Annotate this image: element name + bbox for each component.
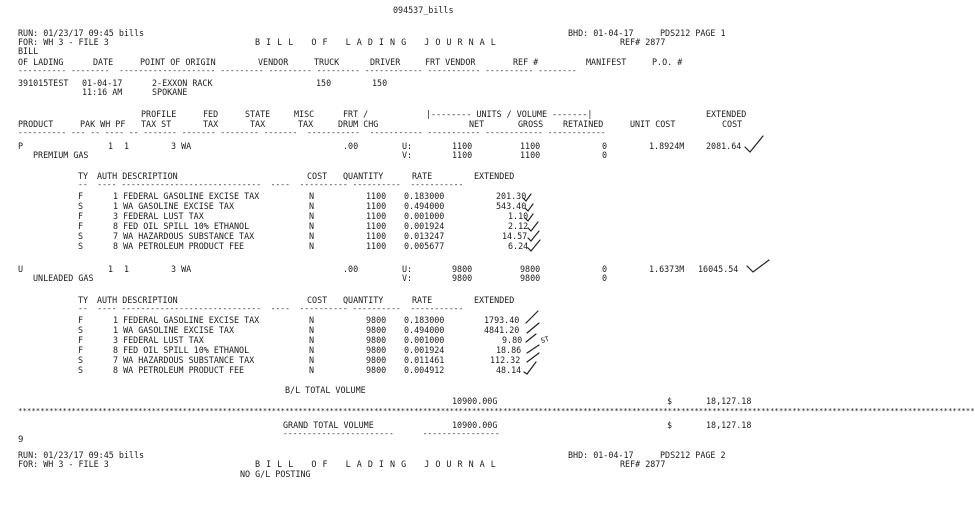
tax-cost: N: [309, 355, 315, 365]
header-rule: ---------- -------- -------------------- --------- --------- --------- ------------ ----------- ---------- --------: [18, 66, 577, 75]
u-net: 9800: [452, 264, 473, 274]
product-header-rule: ---------- --- -- ---- -- ------- ------- -------- ------- ----------- ----------- ----------- ------------ ------------: [18, 128, 606, 137]
product-pf: 1: [124, 141, 130, 151]
v-label: V:: [402, 273, 413, 283]
tax-col-auth: AUTH DESCRIPTION: [97, 295, 178, 305]
page2-report-page: PDS212 PAGE 2: [660, 450, 726, 460]
tax-cost: N: [309, 345, 315, 355]
tax-ty: S: [78, 231, 84, 241]
col-pak-wh-pf: PAK WH PF: [80, 119, 126, 129]
unit-cost: 1.8924M: [649, 141, 685, 151]
tax-cost: N: [309, 191, 315, 201]
col-tax-st: TAX ST: [141, 119, 172, 129]
col-of-lading: OF LADING: [18, 57, 64, 67]
ref-number: REF# 2877: [620, 37, 666, 47]
bill-date: 01-04-17: [82, 78, 123, 88]
check-mark-icon: [522, 360, 546, 380]
product-tax-st: 3 WA: [171, 141, 192, 151]
star-rule: ***********************************************************************************************************************************************************************************************************************: [18, 406, 975, 415]
product-wh: 1: [108, 264, 114, 274]
tax-ty: F: [78, 191, 84, 201]
for-line: FOR: WH 3 - FILE 3: [18, 37, 109, 47]
col-net: NET: [469, 119, 485, 129]
grand-total-label: GRAND TOTAL VOLUME: [283, 420, 374, 430]
v-retained: 0: [602, 273, 608, 283]
unit-cost: 1.6373M: [649, 264, 685, 274]
product-pf: 1: [124, 264, 130, 274]
bl-total-amount: 18,127.18: [706, 396, 752, 406]
col-profile: PROFILE: [141, 109, 177, 119]
product-name: UNLEADED GAS: [33, 273, 94, 283]
tax-ty: F: [78, 211, 84, 221]
tax-col-rate: RATE: [412, 295, 433, 305]
tax-qty: 9800: [366, 315, 387, 325]
tax-ext: 1.10: [508, 211, 529, 221]
col-vendor: VENDOR: [258, 57, 289, 67]
col-product: PRODUCT: [18, 119, 54, 129]
page2-title: B I L L O F L A D I N G J O U R N A L: [255, 459, 496, 469]
run-line: RUN: 01/23/17 09:45 bills: [18, 28, 145, 38]
u-label: U:: [402, 141, 413, 151]
tax-cost: N: [309, 201, 315, 211]
bill-truck: 150: [316, 78, 332, 88]
doc-id: 094537_bills: [393, 5, 454, 15]
tax-ty: F: [78, 315, 84, 325]
col-units-volume: |-------- UNITS / VOLUME -------|: [426, 109, 593, 119]
tax-ext: 1793.40: [484, 315, 520, 325]
tax-rate: 0.001924: [404, 221, 445, 231]
col-gross: GROSS: [518, 119, 544, 129]
tax-header-rule: -- ---- ----------------------------- ---- ---------- ---------- -----------: [78, 304, 464, 313]
tax-ext: 543.40: [496, 201, 527, 211]
tax-qty: 1100: [366, 221, 387, 231]
tax-qty: 1100: [366, 201, 387, 211]
tax-ext: 9.80: [502, 335, 523, 345]
tax-rate: 0.494000: [404, 201, 445, 211]
product-tax-st: 3 WA: [171, 264, 192, 274]
col-fed: FED: [203, 109, 219, 119]
col-bill: BILL: [18, 46, 39, 56]
col-retained: RETAINED: [563, 119, 604, 129]
tax-ext: 48.14: [496, 365, 522, 375]
col-drum-chg: DRUM CHG: [338, 119, 379, 129]
tax-desc: 8 WA PETROLEUM PRODUCT FEE: [113, 365, 245, 375]
bl-total-currency: $: [667, 396, 673, 406]
tax-qty: 1100: [366, 241, 387, 251]
grand-total-volume: 10900.00G: [452, 420, 498, 430]
tax-qty: 9800: [366, 345, 387, 355]
col-manifest: MANIFEST: [586, 57, 627, 67]
bill-number: 391015TEST: [18, 78, 69, 88]
tax-rate: 0.001924: [404, 345, 445, 355]
tax-rate: 0.011461: [404, 355, 445, 365]
v-gross: 1100: [520, 150, 541, 160]
tax-desc: 1 FEDERAL GASOLINE EXCISE TAX: [113, 191, 260, 201]
tax-ty: F: [78, 345, 84, 355]
product-code: U: [18, 264, 24, 274]
page2-for-line: FOR: WH 3 - FILE 3: [18, 459, 109, 469]
col-date: DATE: [93, 57, 114, 67]
tax-desc: 8 FED OIL SPILL 10% ETHANOL: [113, 345, 250, 355]
col-po: P.O. #: [652, 57, 683, 67]
bill-origin-city: SPOKANE: [152, 87, 188, 97]
v-label: V:: [402, 150, 413, 160]
tax-ext: 6.24: [508, 241, 529, 251]
tax-ext: 18.86: [496, 345, 522, 355]
tax-rate: 0.494000: [404, 325, 445, 335]
tax-ext: 2.12: [508, 221, 529, 231]
extended-cost: 2081.64: [706, 141, 742, 151]
tax-qty: 1100: [366, 191, 387, 201]
product-name: PREMIUM GAS: [33, 150, 89, 160]
u-label: U:: [402, 264, 413, 274]
product-wh: 1: [108, 141, 114, 151]
bhd-date: BHD: 01-04-17: [568, 28, 634, 38]
tax-qty: 9800: [366, 335, 387, 345]
v-gross: 9800: [520, 273, 541, 283]
tax-rate: 0.183000: [404, 315, 445, 325]
tax-cost: N: [309, 231, 315, 241]
tax-rate: 0.001000: [404, 335, 445, 345]
grand-total-rule: ----------------------- ----------------: [283, 429, 500, 438]
tax-col-qty: QUANTITY: [343, 295, 384, 305]
tax-cost: N: [309, 325, 315, 335]
tax-col-ty: TY: [78, 171, 89, 181]
report-page: PDS212 PAGE 1: [660, 28, 726, 38]
u-gross: 9800: [520, 264, 541, 274]
tax-rate: 0.004912: [404, 365, 445, 375]
tax-ty: F: [78, 335, 84, 345]
v-net: 1100: [452, 150, 473, 160]
u-retained: 0: [602, 141, 608, 151]
bl-total-volume: 10900.00G: [452, 396, 498, 406]
tax-desc: 8 FED OIL SPILL 10% ETHANOL: [113, 221, 250, 231]
tax-qty: 9800: [366, 355, 387, 365]
tax-desc: 1 WA GASOLINE EXCISE TAX: [113, 325, 235, 335]
tax-header-rule: -- ---- ----------------------------- ---- ---------- ---------- -----------: [78, 180, 464, 189]
tax-cost: N: [309, 315, 315, 325]
page2-ref-number: REF# 2877: [620, 459, 666, 469]
bl-total-label: B/L TOTAL VOLUME: [285, 385, 366, 395]
product-frt: .00: [343, 264, 359, 274]
tax-col-auth: AUTH DESCRIPTION: [97, 171, 178, 181]
u-gross: 1100: [520, 141, 541, 151]
bill-time: 11:16 AM: [82, 87, 123, 97]
tax-cost: N: [309, 211, 315, 221]
col-truck: TRUCK: [314, 57, 340, 67]
page2-run-line: RUN: 01/23/17 09:45 bills: [18, 450, 145, 460]
col-state: STATE: [245, 109, 271, 119]
col-fed-tax: TAX: [203, 119, 219, 129]
check-mark-icon: [743, 134, 765, 156]
handwritten-note: ST: [539, 334, 551, 346]
col-misc: MISC: [294, 109, 315, 119]
page2-bhd-date: BHD: 01-04-17: [568, 450, 634, 460]
col-unit-cost: UNIT COST: [630, 119, 676, 129]
tax-col-ext: EXTENDED: [474, 171, 515, 181]
tax-rate: 0.013247: [404, 231, 445, 241]
tax-col-qty: QUANTITY: [343, 171, 384, 181]
grand-total-currency: $: [667, 420, 673, 430]
tax-desc: 1 WA GASOLINE EXCISE TAX: [113, 201, 235, 211]
col-state-tax: TAX: [250, 119, 266, 129]
tax-qty: 1100: [366, 231, 387, 241]
col-frt: FRT /: [343, 109, 369, 119]
tax-col-ty: TY: [78, 295, 89, 305]
tax-qty: 9800: [366, 325, 387, 335]
tax-ty: S: [78, 325, 84, 335]
tax-ext: 14.57: [502, 231, 528, 241]
tax-cost: N: [309, 241, 315, 251]
grand-total-amount: 18,127.18: [706, 420, 752, 430]
u-net: 1100: [452, 141, 473, 151]
check-mark-icon: [745, 258, 771, 274]
tax-ext: 4841.20: [484, 325, 520, 335]
tax-desc: 8 WA PETROLEUM PRODUCT FEE: [113, 241, 245, 251]
tax-qty: 9800: [366, 365, 387, 375]
tax-ty: S: [78, 241, 84, 251]
col-misc-tax: TAX: [298, 119, 314, 129]
tax-rate: 0.005677: [404, 241, 445, 251]
report-title: B I L L O F L A D I N G J O U R N A L: [255, 37, 496, 47]
page2-mark: 9: [18, 435, 24, 445]
col-driver: DRIVER: [370, 57, 401, 67]
u-retained: 0: [602, 264, 608, 274]
tax-rate: 0.001000: [404, 211, 445, 221]
tax-ext: 112.32: [490, 355, 521, 365]
tax-cost: N: [309, 335, 315, 345]
tax-col-cost: COST: [307, 171, 328, 181]
tax-ty: F: [78, 221, 84, 231]
check-mark-icon: [526, 238, 550, 254]
tax-desc: 7 WA HAZARDOUS SUBSTANCE TAX: [113, 231, 255, 241]
tax-cost: N: [309, 221, 315, 231]
v-net: 9800: [452, 273, 473, 283]
product-frt: .00: [343, 141, 359, 151]
tax-col-ext: EXTENDED: [474, 295, 515, 305]
tax-ty: S: [78, 201, 84, 211]
col-extended: EXTENDED: [706, 109, 747, 119]
product-code: P: [18, 141, 24, 151]
col-ref: REF #: [513, 57, 539, 67]
col-frt-vendor: FRT VENDOR: [425, 57, 476, 67]
bill-driver: 150: [372, 78, 388, 88]
tax-cost: N: [309, 365, 315, 375]
tax-rate: 0.183000: [404, 191, 445, 201]
tax-desc: 3 FEDERAL LUST TAX: [113, 335, 204, 345]
col-cost: COST: [722, 119, 743, 129]
tax-qty: 1100: [366, 211, 387, 221]
extended-cost: 16045.54: [698, 264, 739, 274]
page2-no-gl: NO G/L POSTING: [240, 469, 311, 479]
bill-origin: 2-EXXON RACK: [152, 78, 213, 88]
tax-ty: S: [78, 355, 84, 365]
tax-col-cost: COST: [307, 295, 328, 305]
col-origin: POINT OF ORIGIN: [140, 57, 216, 67]
tax-desc: 3 FEDERAL LUST TAX: [113, 211, 204, 221]
tax-desc: 7 WA HAZARDOUS SUBSTANCE TAX: [113, 355, 255, 365]
tax-col-rate: RATE: [412, 171, 433, 181]
tax-desc: 1 FEDERAL GASOLINE EXCISE TAX: [113, 315, 260, 325]
tax-ext: 201.30: [496, 191, 527, 201]
v-retained: 0: [602, 150, 608, 160]
tax-ty: S: [78, 365, 84, 375]
